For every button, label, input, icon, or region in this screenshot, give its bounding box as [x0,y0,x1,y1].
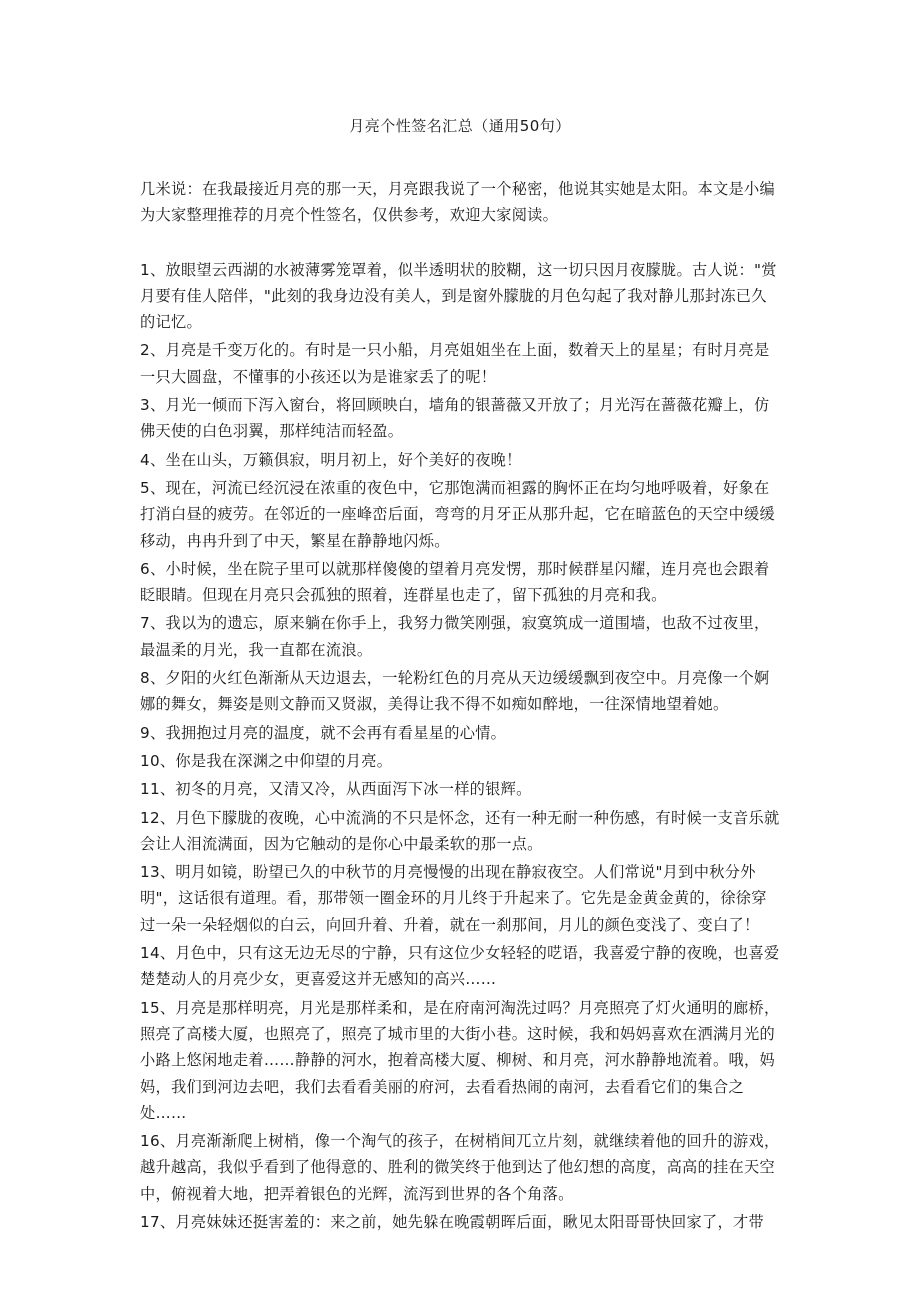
list-item: 17、月亮妹妹还挺害羞的：来之前，她先躲在晚霞朝晖后面，瞅见太阳哥哥快回家了，才带 [140,1212,764,1231]
document-title: 月亮个性签名汇总（通用50句） [349,117,571,135]
list-item: 9、我拥抱过月亮的温度，就不会再有看星星的心情。 [140,723,507,742]
intro-paragraph: 几米说：在我最接近月亮的那一天，月亮跟我说了一个秘密，他说其实她是太阳。本文是小编为大家整理推荐的月亮个性签名，仅供参考，欢迎大家阅读。 [140,180,775,225]
list-item: 8、夕阳的火红色渐渐从天边退去，一轮粉红色的月亮从天边缓缓飘到夜空中。月亮像一个婀娜的舞女，舞姿是则文静而又贤淑，美得让我不得不如痴如醉地，一往深情地望着她。 [140,669,770,714]
list-item: 12、月色下朦胧的夜晚，心中流淌的不只是怀念，还有一种无耐一种伤感，有时候一支音乐就会让人泪流满面，因为它触动的是你心中最柔软的那一点。 [140,808,780,853]
list-item: 14、月色中，只有这无边无尽的宁静，只有这位少女轻轻的呓语，我喜爱宁静的夜晚，也喜爱楚楚动人的月亮少女，更喜爱这并无感知的高兴…… [140,944,780,989]
list-item: 16、月亮渐渐爬上树梢，像一个淘气的孩子，在树梢间兀立片刻，就继续着他的回升的游戏，越升越高，我似乎看到了他得意的、胜利的微笑终于他到达了他幻想的高度，高高的挂在天空中，俯视着大地，把弄着银色的光辉，流泻到世界的各个角落。 [140,1132,780,1203]
list-item: 10、你是我在深渊之中仰望的月亮。 [140,751,393,770]
list-item: 2、月亮是千变万化的。有时是一只小船，月亮姐姐坐在上面，数着天上的星星；有时月亮是一只大圆盘，不懂事的小孩还以为是谁家丢了的呢！ [140,341,770,386]
list-item: 4、坐在山头，万籁俱寂，明月初上，好个美好的夜晚！ [140,450,522,469]
list-item: 1、放眼望云西湖的水被薄雾笼罩着，似半透明状的胶糊，这一切只因月夜朦胧。古人说："赏月要有佳人陪伴，"此刻的我身边没有美人，到是窗外朦胧的月色勾起了我对静儿那封冻已久的记忆。 [140,260,777,332]
list-item: 5、现在，河流已经沉浸在浓重的夜色中，它那饱满而袒露的胸怀正在均匀地呼吸着，好象在打消白昼的疲劳。在邻近的一座峰峦后面，弯弯的月牙正从那升起，它在暗蓝色的天空中缓缓移动，冉冉升到了中天，繁星在静静地闪烁。 [140,478,775,550]
document-body [140,176,782,1237]
list-item: 6、小时候，坐在院子里可以就那样傻傻的望着月亮发愣，那时候群星闪耀，连月亮也会跟着眨眼睛。但现在月亮只会孤独的照着，连群星也走了，留下孤独的月亮和我。 [140,559,770,605]
list-item: 3、月光一倾而下泻入窗台，将回顾映白，墙角的银蔷薇又开放了；月光泻在蔷薇花瓣上，仿佛天使的白色羽翼，那样纯洁而轻盈。 [140,396,770,441]
list-item: 11、初冬的月亮，又清又冷，从西面泻下冰一样的银辉。 [140,780,532,799]
list-item: 7、我以为的遗忘，原来躺在你手上，我努力微笑刚强，寂寞筑成一道围墙，也敌不过夜里，最温柔的月光，我一直都在流浪。 [140,614,770,659]
list-item: 15、月亮是那样明亮，月光是那样柔和，是在府南河淘洗过吗？月亮照亮了灯火通明的廊桥，照亮了高楼大厦，也照亮了，照亮了城市里的大街小巷。这时候，我和妈妈喜欢在洒满月光的小路上悠闲地走着……静静的河水，抱着高楼大厦、柳树、和月亮，河水静静地流着。哦，妈妈，我们到河边去吧，我们去看看美丽的府河，去看看热闹的南河，去看看它们的集合之处…… [140,998,780,1122]
list-item: 13、明月如镜，盼望已久的中秋节的月亮慢慢的出现在静寂夜空。人们常说"月到中秋分外明"，这话很有道理。看，那带领一圈金环的月儿终于升起来了。它先是金黄金黄的，徐徐穿过一朵一朵轻烟似的白云，向回升着、升着，就在一刹那间，月儿的颜色变浅了、变白了！ [140,863,767,934]
